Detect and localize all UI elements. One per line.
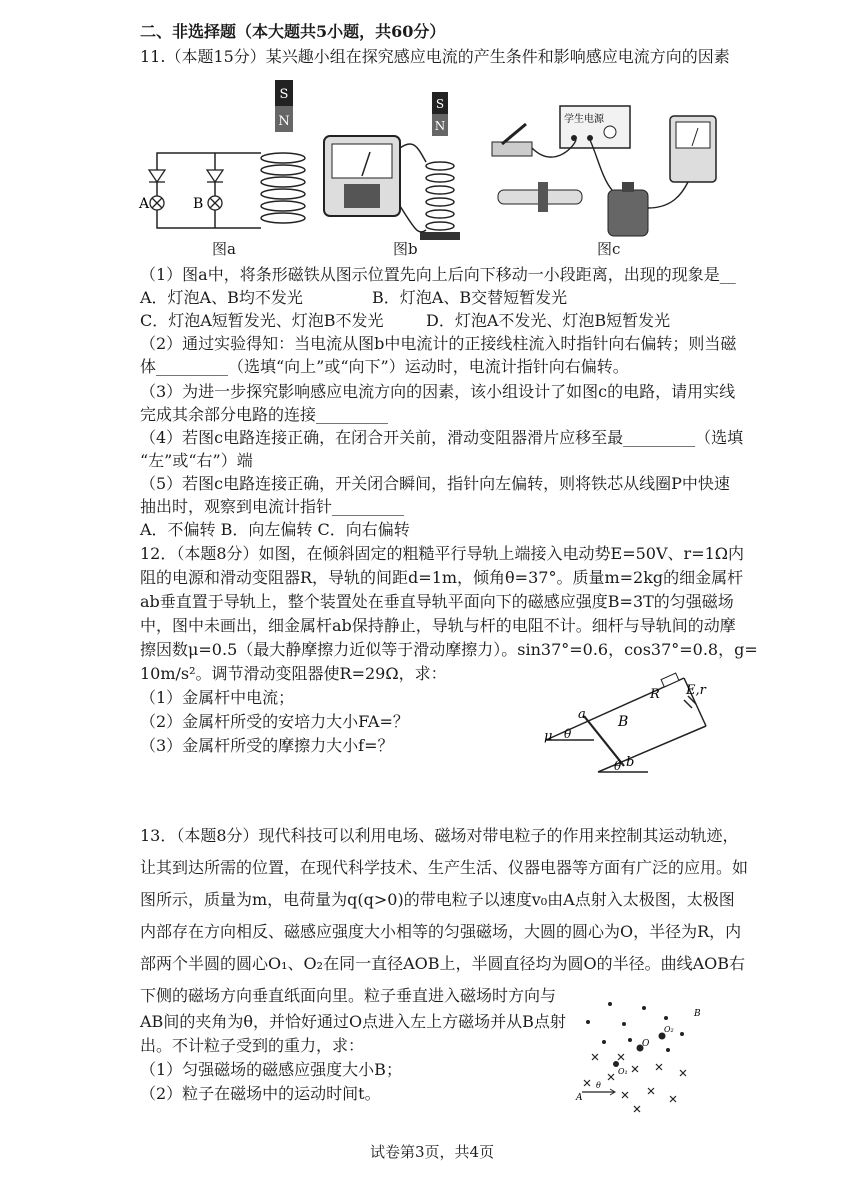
label-r: R xyxy=(650,687,660,702)
q11-stem: 11.（本题15分）某兴趣小组在探究感应电流的产生条件和影响感应电流方向的因素 xyxy=(140,47,730,66)
q12-line4: 中，图中未画出，细金属杆ab保持静止，导轨与杆的电阻不计。细杆与导轨间的动摩 xyxy=(140,616,736,635)
coil-b xyxy=(426,162,454,230)
magnet-s-label: S xyxy=(279,87,289,102)
q13-line7: AB间的夹角为θ，并恰好通过O点进入左上方磁场并从B点射 xyxy=(140,1012,566,1031)
label-a: A xyxy=(576,1093,583,1103)
power-supply-label: 学生电源 xyxy=(564,114,604,125)
q11-part3-line2: 完成其余部分电路的连接_________ xyxy=(140,405,389,424)
q13-sub1: （1）匀强磁场的磁感应强度大小B； xyxy=(140,1060,402,1079)
section-title: 二、非选择题（本大题共5小题，共60分） xyxy=(140,22,446,41)
q13-line4: 内部存在方向相反、磁感应强度大小相等的匀强磁场，大圆的圆心为O，半径为R，内 xyxy=(140,922,742,941)
q11-part1-option-d: D．灯泡A不发光、灯泡B短暂发光 xyxy=(426,311,671,330)
q11-part4-line2: “左”或“右”）端 xyxy=(140,451,253,470)
q11-part2-line1: （2）通过实验得知：当电流从图b中电流计的正接线柱流入时指针向右偏转；则当磁 xyxy=(140,334,737,353)
label-theta: θ xyxy=(596,1081,601,1090)
q11-part4-line1: （4）若图c电路连接正确，在闭合开关前，滑动变阻器滑片应移至最_________（选填 xyxy=(140,428,744,447)
q13-line8: 出。不计粒子受到的重力，求： xyxy=(140,1036,365,1055)
label-er: E,r xyxy=(686,683,706,698)
q11-part1: （1）图a中，将条形磁铁从图示位置先向上后向下移动一小段距离，出现的现象是__ xyxy=(140,265,736,284)
coil xyxy=(261,153,305,223)
q11-part5-line1: （5）若图c电路连接正确，开关闭合瞬间，指针向左偏转，则将铁芯从线圈P中快速 xyxy=(140,474,730,493)
diodes xyxy=(149,170,223,182)
label-b: b xyxy=(626,755,635,770)
q12-sub1: （1）金属杆中电流； xyxy=(140,688,295,707)
q12-line5: 擦因数μ=0.5（最大静摩擦力近似等于滑动摩擦力）。sin37°=0.6，cos37°=0.8，g= xyxy=(140,640,758,659)
figure-c-apparatus xyxy=(482,98,732,248)
q12-line3: ab垂直置于导轨上，整个装置处在垂直导轨平面向下的磁感应强度B=3T的匀强磁场 xyxy=(140,592,734,611)
rheostat-r xyxy=(661,673,679,687)
bulbs xyxy=(150,196,222,210)
label-o: O xyxy=(642,1039,650,1049)
label-o2: O₂ xyxy=(664,1025,674,1034)
label-theta-2: θ xyxy=(614,759,622,773)
q12-incline-figure xyxy=(538,670,718,780)
figure-a-caption: 图a xyxy=(212,240,236,258)
label-a: a xyxy=(578,707,586,722)
q12-sub2: （2）金属杆所受的安培力大小FA=？ xyxy=(140,712,409,731)
q12-line6: 10m/s²。调节滑动变阻器使R=29Ω，求： xyxy=(140,664,447,683)
label-field-b: B xyxy=(618,714,629,730)
figure-c-caption: 图c xyxy=(597,240,621,258)
switch xyxy=(492,142,532,156)
q12-line1: 12．（本题8分）如图，在倾斜固定的粗糙平行导轨上端接入电动势E=50V、r=1Ω内 xyxy=(140,544,745,563)
label-o1: O₁ xyxy=(618,1067,628,1076)
label-theta-1: θ xyxy=(564,727,572,741)
q13-sub2: （2）粒子在磁场中的运动时间t。 xyxy=(140,1084,381,1103)
q12-line2: 阻的电源和滑动变阻器R，导轨的间距d=1m，倾角θ=37°。质量m=2kg的细金属杆 xyxy=(140,568,744,587)
bulb-b-label: B xyxy=(193,196,204,212)
figure-b-galvanometer-coil xyxy=(318,88,468,248)
q11-part5-options: A．不偏转 B．向左偏转 C．向右偏转 xyxy=(140,520,410,539)
magnet-b-s: S xyxy=(435,97,445,111)
q13-line2: 让其到达所需的位置，在现代科学技术、生产生活、仪器电器等方面有广泛的应用。如 xyxy=(140,858,749,877)
label-b: B xyxy=(694,1009,701,1019)
q11-part1-option-a: A．灯泡A、B均不发光 xyxy=(140,288,303,307)
q11-part3-line1: （3）为进一步探究影响感应电流方向的因素，该小组设计了如图c的电路，请用实线 xyxy=(140,382,736,401)
q13-line6: 下侧的磁场方向垂直纸面向里。粒子垂直进入磁场时方向与 xyxy=(140,986,557,1005)
q13-line1: 13．（本题8分）现代科技可以利用电场、磁场对带电粒子的作用来控制其运动轨迹， xyxy=(140,826,739,845)
figure-a-circuit xyxy=(135,78,310,258)
figure-b-caption: 图b xyxy=(393,240,418,258)
q13-taiji-field-figure xyxy=(570,996,710,1116)
magnet-b-n: N xyxy=(434,119,446,133)
page-footer: 试卷第3页，共4页 xyxy=(370,1143,495,1161)
q11-part5-line2: 抽出时，观察到电流计指针_________ xyxy=(140,497,405,516)
power-supply xyxy=(560,106,630,148)
q11-part2-line2: 体_________（选填“向上”或“向下”）运动时，电流计指针向右偏转。 xyxy=(140,357,629,376)
bulb-a-label: A xyxy=(139,196,150,212)
q11-part1-option-b: B．灯泡A、B交替短暂发光 xyxy=(372,288,568,307)
q12-sub3: （3）金属杆所受的摩擦力大小f=？ xyxy=(140,736,394,755)
q13-line3: 图所示，质量为m，电荷量为q(q>0)的带电粒子以速度v₀由A点射入太极图，太极图 xyxy=(140,890,735,909)
q13-line5: 部两个半圆的圆心O₁、O₂在同一直径AOB上，半圆直径均为圆O的半径。曲线AOB右 xyxy=(140,954,746,973)
circuit-wires xyxy=(157,153,261,228)
coil-p xyxy=(608,190,648,236)
label-mu: μ xyxy=(544,729,553,744)
q11-part1-option-c: C．灯泡A短暂发光、灯泡B不发光 xyxy=(140,311,384,330)
magnet-n-label: N xyxy=(278,114,290,129)
